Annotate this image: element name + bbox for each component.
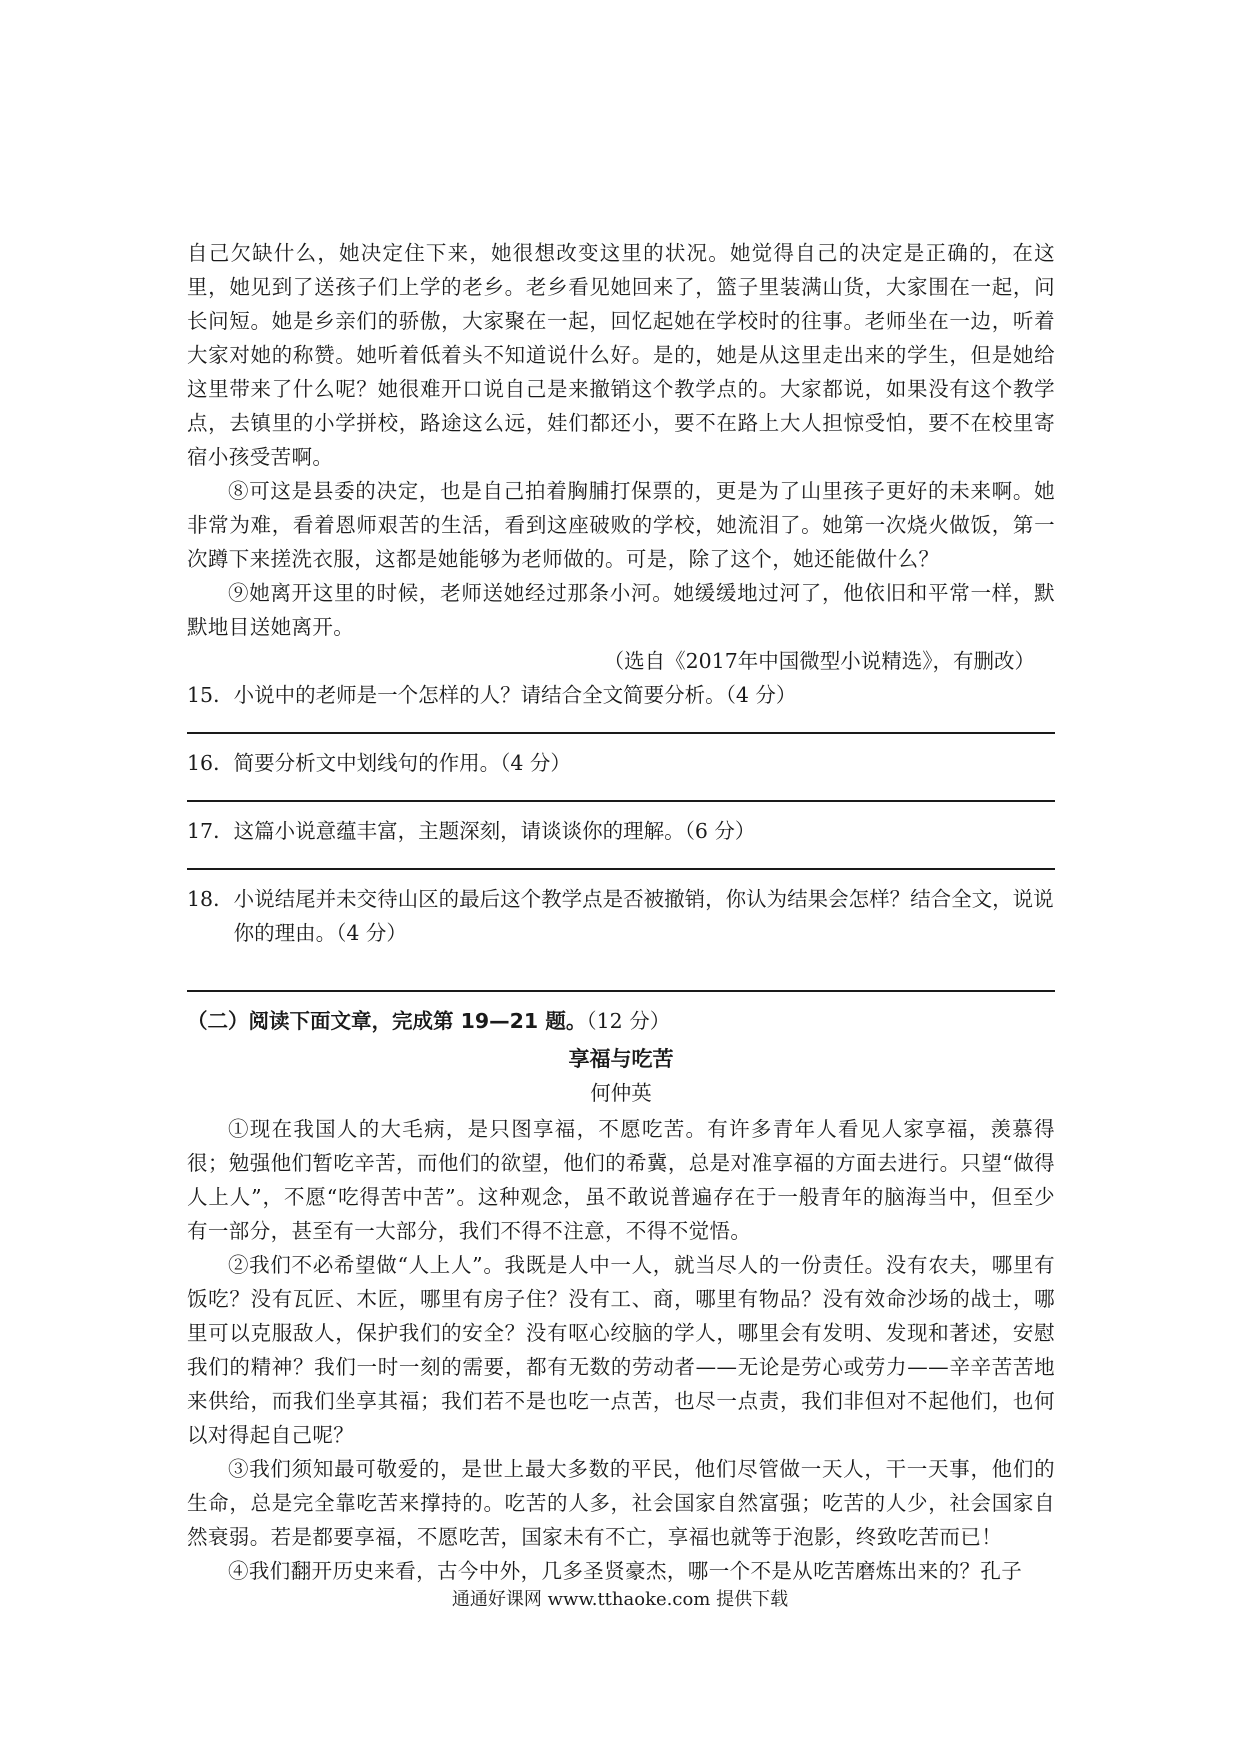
question-16	[187, 746, 1055, 780]
question-text: 小说结尾并未交待山区的最后这个教学点是否被撤销，你认为结果会怎样？结合全文，说说你的理由。（4 分）	[233, 887, 1054, 945]
page-content	[187, 236, 1055, 1588]
story-paragraph-8: ⑧可这是县委的决定，也是自己拍着胸脯打保票的，更是为了山里孩子更好的未来啊。她非常为难，看着恩师艰苦的生活，看到这座破败的学校，她流泪了。她第一次烧火做饭，第一次蹲下来搓洗衣服，这都是她能够为老师做的。可是，除了这个，她还能做什么？	[187, 479, 1055, 571]
story-paragraph-continued: 自己欠缺什么，她决定住下来，她很想改变这里的状况。她觉得自己的决定是正确的，在这里，她见到了送孩子们上学的老乡。老乡看见她回来了，篮子里装满山货，大家围在一起，问长问短。她是乡亲们的骄傲，大家聚在一起，回忆起她在学校时的往事。老师坐在一边，听着大家对她的称赞。她听着低着头不知道说什么好。是的，她是从这里走出来的学生，但是她给这里带来了什么呢？她很难开口说自己是来撤销这个教学点的。大家都说，如果没有这个教学点，去镇里的小学拼校，路途这么远，娃们都还小，要不在路上大人担惊受怕，要不在校里寄宿小孩受苦啊。	[187, 241, 1055, 469]
section-heading-bold: （二）阅读下面文章，完成第 19—21 题。	[187, 1009, 587, 1033]
article-paragraph-1: ①现在我国人的大毛病，是只图享福，不愿吃苦。有许多青年人看见人家享福，羡慕得很；勉强他们暂吃辛苦，而他们的欲望，他们的希冀，总是对准享福的方面去进行。只望“做得人上人”，不愿“吃得苦中苦”。这种观念，虽不敢说普遍存在于一般青年的脑海当中，但至少有一部分，甚至有一大部分，我们不得不注意，不得不觉悟。	[187, 1117, 1055, 1243]
answer-line[interactable]	[187, 990, 1055, 992]
article-title: 享福与吃苦	[568, 1047, 674, 1071]
question-text: 小说中的老师是一个怎样的人？请结合全文简要分析。（4 分）	[233, 683, 797, 707]
article-paragraph-2: ②我们不必希望做“人上人”。我既是人中一人，就当尽人的一份责任。没有农夫，哪里有饭吃？没有瓦匠、木匠，哪里有房子住？没有工、商，哪里有物品？没有效命沙场的战士，哪里可以克服敌人，保护我们的安全？没有呕心绞脑的学人，哪里会有发明、发现和著述，安慰我们的精神？我们一时一刻的需要，都有无数的劳动者——无论是劳心或劳力——辛辛苦苦地来供给，而我们坐享其福；我们若不是也吃一点苦，也尽一点责，我们非但对不起他们，也何以对得起自己呢？	[187, 1253, 1055, 1447]
section-score: （12 分）	[586, 1009, 671, 1033]
answer-line[interactable]	[187, 800, 1055, 802]
question-number: 18．	[187, 887, 234, 911]
answer-line[interactable]	[187, 732, 1055, 734]
page-footer: 通通好课网 www.tthaoke.com 提供下载	[451, 1589, 789, 1610]
section-heading	[187, 1004, 1055, 1038]
article-paragraph-4: ④我们翻开历史来看，古今中外，几多圣贤豪杰，哪一个不是从吃苦磨炼出来的？孔子	[228, 1559, 1023, 1583]
article-author: 何仲英	[590, 1081, 652, 1105]
article-paragraph-3: ③我们须知最可敬爱的，是世上最大多数的平民，他们尽管做一天人，干一天事，他们的生命，总是完全靠吃苦来撑持的。吃苦的人多，社会国家自然富强；吃苦的人少，社会国家自然衰弱。若是都要享福，不愿吃苦，国家未有不亡，享福也就等于泡影，终致吃苦而已！	[187, 1457, 1055, 1549]
story-paragraph-9: ⑨她离开这里的时候，老师送她经过那条小河。她缓缓地过河了，他依旧和平常一样，默默地目送她离开。	[187, 581, 1055, 639]
answer-line[interactable]	[187, 868, 1055, 870]
question-18	[187, 882, 1055, 950]
question-number: 15．	[187, 683, 234, 707]
question-number: 16．	[187, 751, 234, 775]
question-text: 简要分析文中划线句的作用。（4 分）	[233, 751, 571, 775]
question-text: 这篇小说意蕴丰富，主题深刻，请谈谈你的理解。（6 分）	[233, 819, 756, 843]
question-15	[187, 678, 1055, 712]
question-number: 17．	[187, 819, 234, 843]
story-source: （选自《2017年中国微型小说精选》，有删改）	[603, 649, 1035, 673]
question-17	[187, 814, 1055, 848]
